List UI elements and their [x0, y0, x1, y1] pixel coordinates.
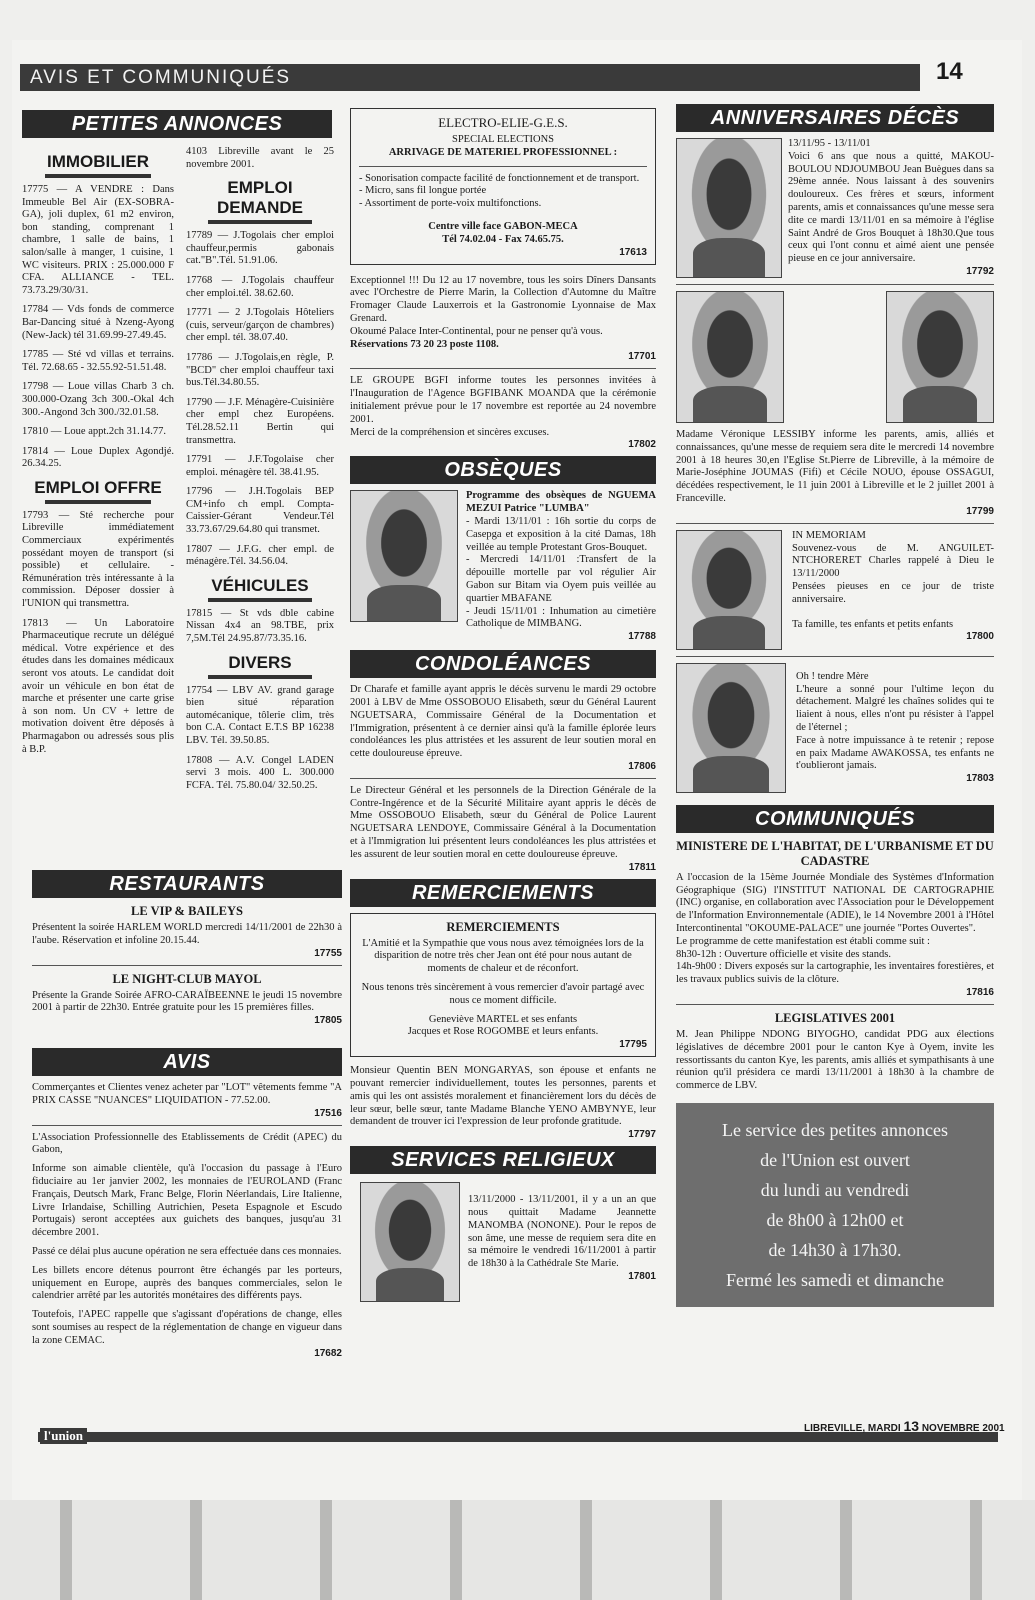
ad-reference: 17816 — [966, 986, 994, 998]
column-4 — [676, 104, 994, 1307]
ad-reference: 17797 — [628, 1129, 656, 1141]
remerciements-text: L'Amitié et la Sympathie que vous nous avez témoignées lors de la disparition de notre très cher Jean ont été pour nous autant de moments de chaleur et de réconfort. — [362, 937, 644, 975]
avis-section — [32, 1048, 342, 1359]
in-memoriam-block — [676, 530, 994, 650]
communique-text: 14h-9h00 : Divers exposés sur la cartographie, les inventaires forestières, et les travaux publics suivis de la clôture. — [676, 961, 994, 986]
vehicules-title: VÉHICULES — [211, 575, 309, 595]
apec-para: Toutefois, l'APEC rappelle que s'agissant d'opérations de change, elles sont soumises au respect de la réglementation de change en vigueur dans la zone CEMAC. — [32, 1309, 342, 1346]
condoleances-title: CONDOLÉANCES — [350, 650, 656, 678]
apec-para: Les billets encore détenus pourront être échangés par les porteurs, uniquement en Europe, auprès des banques commerciales, selon le calendrier arrêté par les autorités monétaires des différents pays. — [32, 1264, 342, 1302]
electro-item: - Micro, sans fil longue portée — [359, 185, 487, 197]
anniversaire-block — [676, 138, 994, 278]
ad-17796: 17796 — J.H.Togolais BEP CM+info ch empl. Compta-Caissier-Gérant Vendeur.Tél 33.73.67/29.64.80 qui transmet. — [186, 486, 334, 536]
ad-reference: 17806 — [628, 760, 656, 772]
ad-17813: 17813 — Un Laboratoire Pharmaceutique recrute un délégué médical. Votre expérience et des études dans les domaines médicaux seront vos atouts. Le candidat doit avoir un véhicule en bon état de marche et présenter une carte grise à son nom. Un CV + lettre de motivation doivent être déposés à Pharmagabon ou adressés sous plis à B.P. — [22, 617, 174, 755]
communique-text: Le programme de cette manifestation est établi comme suit : — [676, 935, 930, 947]
ad-17786: 17786 — J.Togolais,en règle, P. "BCD" cher emploi chauffeur taxi bus.Tél.34.80.55. — [186, 351, 334, 389]
exceptionnel-text: Réservations 73 20 23 poste 1108. — [350, 338, 499, 350]
divider — [45, 500, 151, 504]
restaurants-title: RESTAURANTS — [32, 870, 342, 898]
divers-title: DIVERS — [228, 652, 292, 672]
tribute-text: L'heure a sonné pour l'ultime leçon du détachement. Malgré les chaînes solides qui te liaient à nous, elles n'ont pu résister à l'appel de l'éternel ; — [796, 683, 994, 733]
obseques-title: OBSÈQUES — [350, 456, 656, 484]
electro-subtitle: SPECIAL ELECTIONS — [452, 134, 554, 145]
divider — [676, 284, 994, 285]
tribute-text: Face à notre impuissance à te retenir ; repose en paix Madame AWAKOSSA, tes enfants ne t'oublieront jamais. — [796, 734, 994, 772]
service-line: de l'Union est ouvert — [760, 1149, 910, 1170]
background-strip — [0, 1500, 1035, 1600]
portrait-photo — [676, 138, 782, 278]
footer-date — [804, 1418, 1005, 1434]
communiques-title: COMMUNIQUÉS — [676, 805, 994, 833]
footer-place: LIBREVILLE, MARDI — [804, 1423, 901, 1434]
service-hours-box — [676, 1103, 994, 1307]
ad-17808: 17808 — A.V. Congel LADEN servi 3 mois. 400 L. 300.000 FCFA. Tél. 75.80.04/ 32.50.25. — [186, 754, 334, 791]
ad-reference: 17811 — [628, 861, 656, 873]
ad-reference: 17788 — [628, 631, 656, 643]
service-line: de 8h00 à 12h00 et — [766, 1209, 904, 1230]
remerciements-box-title: REMERCIEMENTS — [446, 919, 560, 934]
portrait-photo — [360, 1182, 460, 1302]
in-memoriam-text: Souvenez-vous de M. ANGUILET-NTCHORERET Charles rappelé à Dieu le 13/11/2000 — [792, 542, 994, 580]
remerciements-text: Nous tenons très sincèrement à vous remercier d'avoir partagé avec nous ce moment difficile. — [361, 982, 645, 1006]
ad-17810: 17810 — Loue appt.2ch 31.14.77. — [22, 426, 167, 438]
immobilier-title: IMMOBILIER — [47, 152, 149, 171]
restaurant-name: LE NIGHT-CLUB MAYOL — [112, 971, 262, 986]
restaurant-name: LE VIP & BAILEYS — [131, 904, 243, 918]
ad-reference: 17805 — [314, 1015, 342, 1027]
restaurant-text: Présente la Grande Soirée AFRO-CARAÏBEENNE le jeudi 15 novembre 2001 à partir de 22h30. Entrée gratuite pour les 15 premières filles. — [32, 989, 342, 1014]
electro-title: ELECTRO-ELIE-G.E.S. — [438, 115, 568, 130]
avis-text: Commerçantes et Clientes venez acheter par "LOT" vêtements femme "A PRIX CASSE "NUANCES" LIQUIDATION - 77.52.00. — [32, 1082, 342, 1106]
restaurant-text: Présentent la soirée HARLEM WORLD mercredi 14/11/2001 de 22h30 à l'aube. Réservation et infoline 20.15.44. — [32, 922, 342, 946]
apec-intro: L'Association Professionnelle des Etablissements de Crédit (APEC) du Gabon, — [32, 1131, 342, 1156]
anniversaire-text: Madame Véronique LESSIBY informe les parents, amis, alliés et connaissances, qu'une messe de requiem sera dite le mercredi 14 novembre 2001 à 18 heures 30,en l'Eglise St.Pierre de Libreville, à la mémoire de Marie-Joséphine JOUMAS (Fifi) et Cécile NOUO, épouse OSSAGUI, décédées respectivement, le 11 juin 2001 à Libreville et le 2 juillet 2001 à Franceville. — [676, 429, 994, 504]
column-3 — [350, 108, 656, 1302]
newspaper-logo: l'union — [40, 1428, 87, 1444]
apec-para: Informe son aimable clientèle, qu'à l'occasion du passage à l'Euro fiduciaire au 1er janvier 2002, les monnaies de l'EUROLAND (Franc Français, Deutsch Mark, Franc Belge, Florin Néerlandais, Lire Italienne, Livre Irlandaise, Schilling Autrichien, Peseta Espagnole et Escudo Portugais) seront acceptées aux guichets des banques, jusqu'au 31 décembre 2001. — [32, 1163, 342, 1239]
apec-para: Passé ce délai plus aucune opération ne sera effectuée dans ces monnaies. — [32, 1245, 342, 1257]
ad-reference: 17755 — [314, 947, 342, 959]
communique-text: M. Jean Philippe NDONG BIYOGHO, candidat PDG aux élections législatives de décembre 2001 pour le canton Kye à Oyem, invite les ressortissants du canton Kye, les parents, amis alliés et sympathisants à une réunion qu'il présidera ce mardi 13/11/2001 à 18h30 à la chambre de commerce de LBV. — [676, 1028, 994, 1092]
ad-17754: 17754 — LBV AV. grand garage bien situé réparation automécanique, tôlerie clim, très bon C.A. Contact E.T.S BP 16238 LBV. Tél. 39.50.85. — [186, 684, 334, 746]
in-memoriam-text: Pensées pieuses en ce jour de triste anniversaire. — [792, 580, 994, 605]
communique-head: LEGISLATIVES 2001 — [774, 1010, 896, 1025]
remerciements-signature: Jacques et Rose ROGOMBE et leurs enfants. — [407, 1026, 599, 1038]
tribute-text: Oh ! tendre Mère — [796, 670, 869, 682]
divider — [676, 656, 994, 657]
remerciements-box — [350, 913, 656, 1058]
obseques-item: - Mardi 13/11/01 : 16h sortie du corps de Casepga et exposition à la cité Damas, 18h veillée au temple Protestant Gros-Bouquet. — [466, 515, 656, 553]
ad-17790: 17790 — J.F. Ménagère-Cuisinière cher empl chez Européens. Tél.28.52.11 Bertin qui transmettra. — [186, 396, 334, 446]
divider — [208, 675, 312, 679]
divider — [350, 778, 656, 779]
communique-head: MINISTERE DE L'HABITAT, DE L'URBANISME ET DU CADASTRE — [676, 838, 994, 868]
ad-reference: 17799 — [966, 505, 994, 517]
communique-text: 8h30-12h : Ouverture officielle et visite des stands. — [676, 948, 892, 960]
condoleances-text: Le Directeur Général et les personnels de la Direction Générale de la Contre-Ingérence et de la Sécurité Militaire ayant appris le décès de Mme OSSOBOUO Elisabeth, sœur du Général de Police Laurent NGUETSARA LENDOYE, Commissaire Général à la Documentation et à l'Immigration lui présentent leurs condoléances les plus attristées et les assurent de leur soutien moral en cette douloureuse épreuve. — [350, 784, 656, 860]
ad-17768: 17768 — J.Togolais chauffeur cher emploi.tél. 38.62.60. — [186, 274, 334, 299]
obseques-item: - Mercredi 14/11/01 :Transfert de la dépouille mortelle par vol régulier Air Gabon sur Bitam via Oyem puis veillée au quartier MBAFANE — [466, 554, 656, 604]
obseques-item: - Jeudi 15/11/01 : Inhumation au cimetière Catholique de MIMBANG. — [466, 605, 656, 630]
divider — [208, 220, 312, 224]
ad-17793: 17793 — Sté recherche pour Libreville immédiatement Commerciaux expérimentés possédant moyen de transport (si possible) et cellulaire. - Rémunération très intéressante à la commission. Déposer dossier à l'UNION qui transmettra. — [22, 509, 174, 610]
anniversaire-text: Voici 6 ans que nous a quitté, MAKOU-BOULOU NDJOUMBOU Jean Buègues dans sa 29ème année. Nous laissant à des souvenirs douloureux. Ces frères et sœurs, informent parents, amis et connaissances qu'une messe sera dite ce mardi 13/11/01 en sa mémoire à l'église Saint André de Gros Bouquet à 18h30.Que tous ceux qui l'ont connu et aimé aient une pensée pieuse en ce jour anniversaire. — [788, 150, 994, 265]
avis-title: AVIS — [32, 1048, 342, 1076]
obseques-intro: Programme des obsèques de NGUEMA MEZUI Patrice "LUMBA" — [466, 490, 656, 515]
ad-17775: 17775 — A VENDRE : Dans Immeuble Bel Air (EX-SOBRA-GA), joli duplex, 61 m2 environ, bon standing, comprenant 1 chambre, 1 salle de bains, 1 salon/salle à manger, 1 cuisine, 1 WC visiteurs. PRIX : 25.000.000 F CFA. ALLIANCE - TEL. 73.73.29/30/31. — [22, 184, 174, 296]
communique-text: A l'occasion de la 15ème Journée Mondiale des Systèmes d'Information Géographique (SIG) l'INSTITUT NATIONAL DE CARTOGRAPHIE (INC) organise, en collaboration avec l'Association pour le Développement de l'Information Environnementale (ADIE), le 14 Novembre 2001 à l'Hôtel Intercontinental "OKOUME-PALACE" une journée "Portes Ouvertes". — [676, 871, 994, 934]
page-number: 14 — [936, 58, 963, 85]
petites-annonces-title: PETITES ANNONCES — [22, 110, 332, 138]
ad-17789: 17789 — J.Togolais cher emploi chauffeur,permis gabonais cat."B".Tél. 51.91.06. — [186, 230, 334, 267]
ad-reference: 17803 — [966, 773, 994, 785]
portrait-photo — [350, 490, 458, 622]
bgfi-text: Merci de la compréhension et sincères excuses. — [350, 426, 550, 438]
services-religieux-block — [350, 1182, 656, 1302]
in-memoriam-signature: Ta famille, tes enfants et petits enfants — [792, 618, 954, 630]
service-line: Fermé les samedi et dimanche — [726, 1269, 944, 1290]
portrait-photo — [676, 530, 782, 650]
service-line: de 14h30 à 17h30. — [768, 1239, 902, 1260]
footer-day: 13 — [903, 1418, 920, 1434]
electro-ad — [350, 108, 656, 265]
anniversaires-title: ANNIVERSAIRES DÉCÈS — [676, 104, 994, 132]
ad-reference: 17682 — [314, 1347, 342, 1359]
electro-phone: Tél 74.02.04 - Fax 74.65.75. — [442, 233, 564, 245]
ad-17791: 17791 — J.F.Togolaise cher emploi. ménagère tél. 38.41.95. — [186, 454, 334, 478]
ad-reference: 17800 — [966, 631, 994, 643]
obseques-block — [350, 490, 656, 642]
ad-17807: 17807 — J.F.G. cher empl. de ménagère.Tél. 34.56.04. — [186, 543, 334, 568]
service-text: 13/11/2000 - 13/11/2001, il y a un an que nous quittait Madame Jeannette MANOMBA (NONONE). Pour le repos de son âme, une messe de requiem sera dite en sa mémoire le vendredi 16/11/2001 à partir de 18h30 à la Cathédrale Ste Marie. — [468, 1194, 656, 1270]
ad-17771: 17771 — 2 J.Togolais Hôteliers (cuis, serveur/garçon de chambres) cher empl. tél. 38.07.40. — [186, 307, 334, 344]
ad-reference: 17802 — [628, 439, 656, 451]
electro-subtitle: ARRIVAGE DE MATERIEL PROFESSIONNEL : — [388, 146, 618, 158]
service-line: du lundi au vendredi — [760, 1179, 910, 1200]
petites-annonces — [22, 110, 332, 138]
condoleances-text: Dr Charafe et famille ayant appris le décès survenu le mardi 29 octobre 2001 à LBV de Mme OSSOBOUO Elisabeth, sœur du Général Laurent NGUETSARA, Commissaire Général de la Documentation et l'Immigration, présentent à ce dernier ainsi qu'à la famille éplorée leurs condoléances les plus attristées et les assurent de leur soutien moral en cette douloureuse épreuve. — [350, 684, 656, 760]
divider — [208, 598, 312, 602]
ad-reference: 17801 — [628, 1271, 656, 1283]
ad-continuation: 4103 Libreville avant le 25 novembre 2001. — [186, 146, 334, 170]
in-memoriam-title: IN MEMORIAM — [792, 529, 866, 541]
anniversaire-dates: 13/11/95 - 13/11/01 — [788, 138, 871, 149]
exceptionnel-text: Exceptionnel !!! Du 12 au 17 novembre, tous les soirs Dîners Dansants avec l'Orchestre de Pierre Marin, la Collection d'Automne du Maître Fromager Claude Lauxerrois et la Gastronomie Lyonnaise de Max Grenard. — [350, 274, 656, 324]
column-1 — [22, 146, 174, 763]
portrait-photo — [676, 663, 786, 793]
ad-reference: 17613 — [619, 246, 647, 258]
ad-17814: 17814 — Loue Duplex Agondjé. 26.34.25. — [22, 445, 174, 470]
portrait-photo — [886, 291, 994, 423]
section-header: AVIS ET COMMUNIQUÉS — [20, 64, 920, 91]
service-line: Le service des petites annonces — [722, 1119, 948, 1140]
awakossa-block — [676, 663, 994, 793]
ad-17785: 17785 — Sté vd villas et terrains. Tél. 72.68.65 - 32.55.92-51.51.48. — [22, 349, 174, 373]
column-2 — [186, 146, 334, 799]
emploi-offre-title: EMPLOI OFFRE — [34, 477, 162, 497]
remerciements-signature: Geneviève MARTEL et ses enfants — [428, 1013, 578, 1025]
divider — [676, 1004, 994, 1005]
ad-17798: 17798 — Loue villas Charb 3 ch. 300.000-Ozang 3ch 300.-Okal 4ch 300.-Angond 3ch 300./32.01.58. — [22, 381, 174, 418]
electro-item: - Sonorisation compacte facilité de fonctionnement et de transport. — [359, 172, 640, 184]
ad-reference: 17792 — [966, 265, 994, 277]
photo-pair — [676, 291, 994, 423]
ad-17784: 17784 — Vds fonds de commerce Bar-Dancing situé à Nzeng-Ayong (New-Jack) tél 31.69.99-27.49.45. — [22, 304, 174, 341]
services-religieux-title: SERVICES RELIGIEUX — [350, 1146, 656, 1174]
portrait-photo — [676, 291, 784, 423]
ad-reference: 17701 — [628, 351, 656, 363]
divider — [359, 166, 647, 167]
divider — [45, 174, 151, 178]
divider — [32, 965, 342, 966]
divider — [32, 1125, 342, 1126]
ad-17815: 17815 — St vds dble cabine Nissan 4x4 an 98.TBE, prix 7,5M.Tél 24.95.87/73.35.16. — [186, 607, 334, 645]
electro-item: - Assortiment de porte-voix multifonctions. — [359, 198, 542, 210]
ad-reference: 17516 — [314, 1107, 342, 1119]
divider — [350, 368, 656, 369]
divider — [676, 523, 994, 524]
remerciements-title: REMERCIEMENTS — [350, 879, 656, 907]
electro-address: Centre ville face GABON-MECA — [428, 220, 578, 232]
exceptionnel-text: Okoumé Palace Inter-Continental, pour ne penser qu'à vous. — [350, 325, 603, 337]
remerciements-text: Monsieur Quentin BEN MONGARYAS, son épouse et enfants ne pouvant remercier individuellement, toutes les personnes, parents et amis qui les ont assistés moralement et financièrement lors du décès de leur sœur, belle sœur, tante Madame Blanche YENO AMBYNYE, leur demandent de trouver ici l'expression de leur profonde gratitude. — [350, 1065, 656, 1128]
emploi-demande-title: EMPLOI DEMANDE — [217, 178, 303, 218]
ad-reference: 17795 — [619, 1039, 647, 1051]
bgfi-text: LE GROUPE BGFI informe toutes les personnes invitées à l'Inauguration de l'Agence BGFIBANK MOANDA que la cérémonie initialement prévue pour le 17 novembre est reportée au 24 novembre 2001. — [350, 375, 656, 425]
footer-month-year: NOVEMBRE 2001 — [921, 1423, 1005, 1434]
restaurants-section — [32, 870, 342, 1026]
